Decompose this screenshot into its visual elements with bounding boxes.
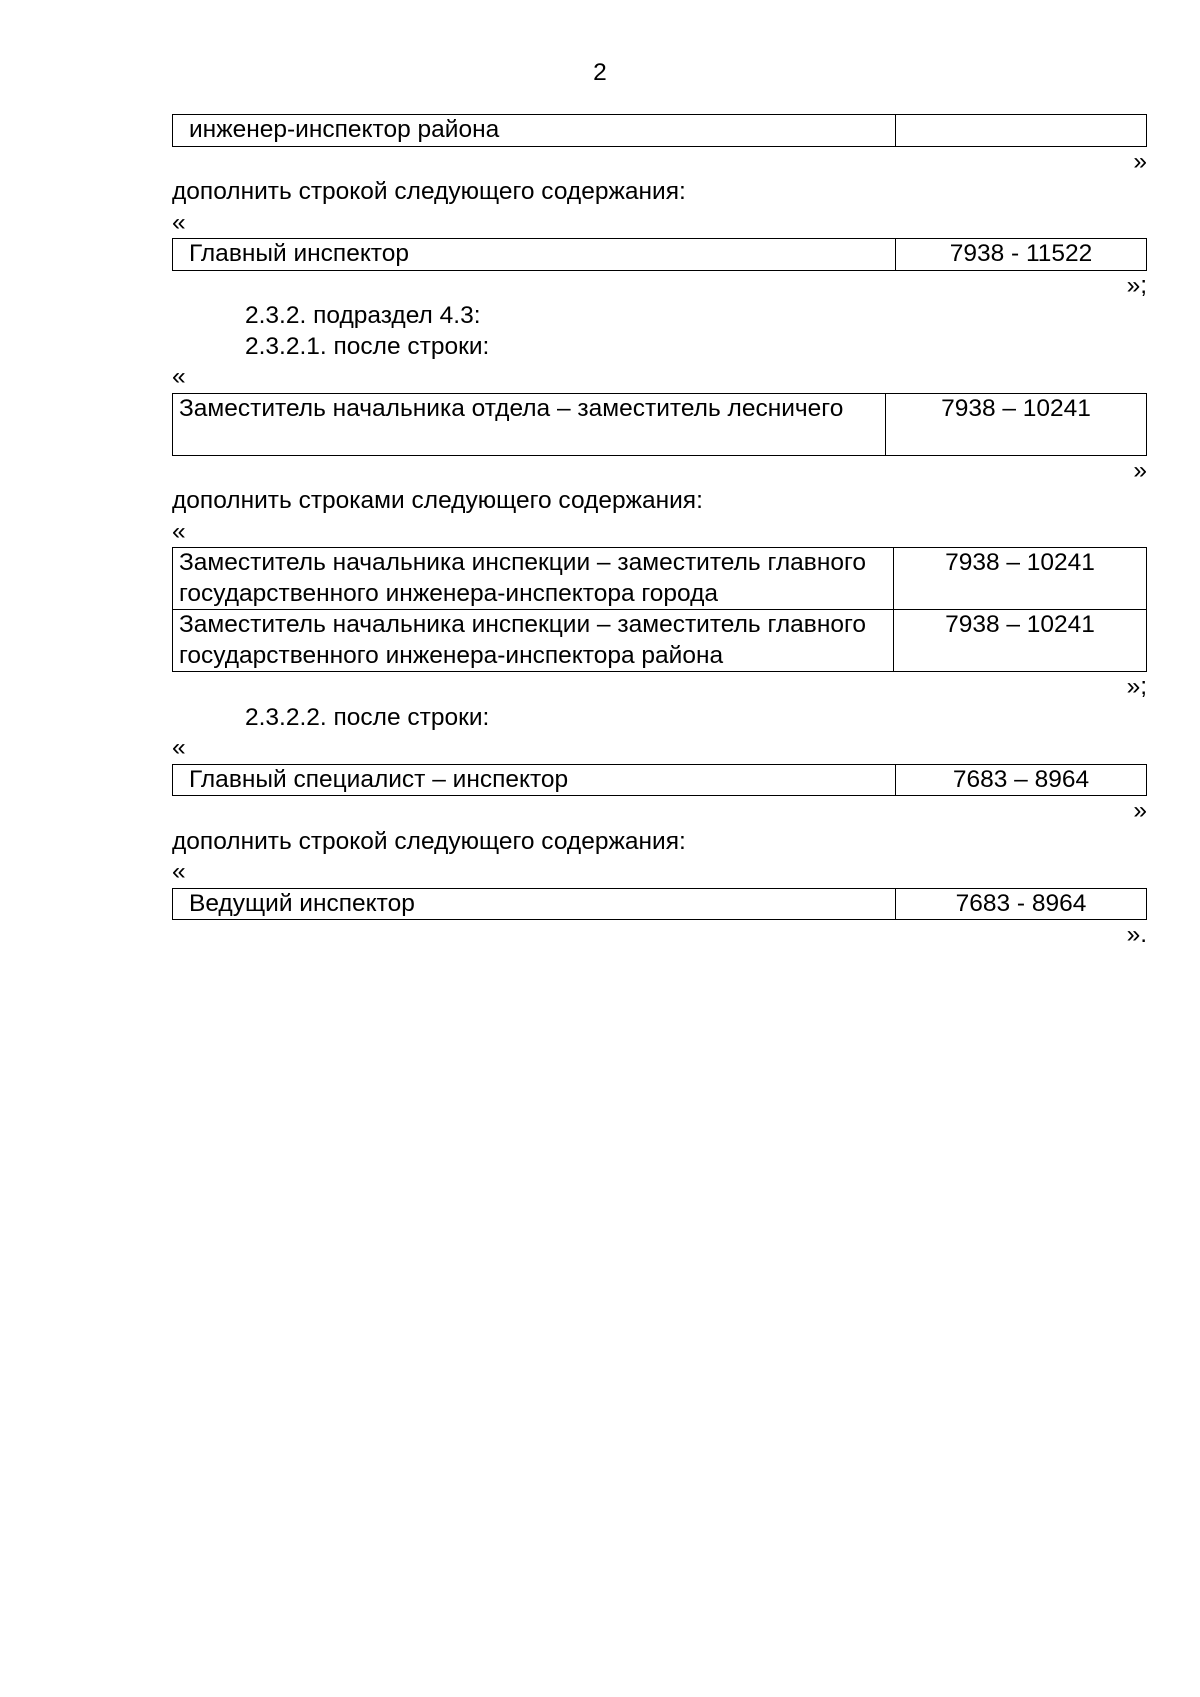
position-name-cell: Главный инспектор bbox=[173, 239, 896, 271]
table-position-prior-2 bbox=[172, 393, 1147, 456]
table-row bbox=[173, 548, 1147, 610]
closing-quote: » bbox=[1133, 147, 1147, 175]
table-row bbox=[173, 888, 1147, 920]
table-position-added-1 bbox=[172, 238, 1147, 271]
position-name-cell: Заместитель начальника инспекции – заместитель главного государственного инженера-инспектора района bbox=[173, 610, 894, 672]
instruction-paragraph: дополнить строкой следующего содержания: bbox=[172, 827, 686, 855]
salary-range-cell: 7938 - 11522 bbox=[896, 239, 1147, 271]
table-row bbox=[173, 115, 1147, 147]
table-row bbox=[173, 239, 1147, 271]
clause-heading: 2.3.2.2. после строки: bbox=[245, 703, 490, 731]
salary-range-cell: 7683 - 8964 bbox=[896, 888, 1147, 920]
instruction-paragraph: дополнить строкой следующего содержания: bbox=[172, 178, 686, 205]
salary-range-cell: 7683 – 8964 bbox=[896, 764, 1147, 796]
closing-quote: ». bbox=[1126, 921, 1147, 948]
opening-quote: « bbox=[172, 208, 186, 236]
table-row bbox=[173, 610, 1147, 672]
position-name-cell: Главный специалист – инспектор bbox=[173, 764, 896, 796]
table-row bbox=[173, 393, 1147, 455]
position-name-cell: инженер-инспектор района bbox=[173, 115, 896, 147]
opening-quote: « bbox=[172, 363, 186, 390]
position-name-cell: Ведущий инспектор bbox=[173, 888, 896, 920]
table-position-prior-1 bbox=[172, 114, 1147, 147]
table-position-added-3 bbox=[172, 888, 1147, 921]
table-position-prior-3 bbox=[172, 764, 1147, 797]
page-number: 2 bbox=[593, 59, 607, 86]
salary-range-cell: 7938 – 10241 bbox=[894, 548, 1147, 610]
document-body bbox=[172, 114, 1147, 951]
clause-heading: 2.3.2.1. после строки: bbox=[245, 332, 490, 360]
closing-quote: » bbox=[1133, 456, 1147, 484]
salary-range-cell bbox=[896, 115, 1147, 147]
closing-quote: »; bbox=[1126, 673, 1147, 700]
instruction-paragraph: дополнить строками следующего содержания: bbox=[172, 487, 703, 514]
opening-quote: « bbox=[172, 858, 186, 885]
opening-quote: « bbox=[172, 517, 186, 545]
table-row bbox=[173, 764, 1147, 796]
position-name-cell: Заместитель начальника инспекции – заместитель главного государственного инженера-инспектора города bbox=[173, 548, 894, 610]
clause-heading: 2.3.2. подраздел 4.3: bbox=[245, 302, 481, 329]
closing-quote: » bbox=[1133, 797, 1147, 824]
salary-range-cell: 7938 – 10241 bbox=[886, 393, 1147, 455]
table-positions-added-2 bbox=[172, 547, 1147, 672]
closing-quote: »; bbox=[1126, 271, 1147, 299]
position-name-cell: Заместитель начальника отдела – заместитель лесничего bbox=[173, 393, 886, 455]
opening-quote: « bbox=[172, 734, 186, 761]
salary-range-cell: 7938 – 10241 bbox=[894, 610, 1147, 672]
